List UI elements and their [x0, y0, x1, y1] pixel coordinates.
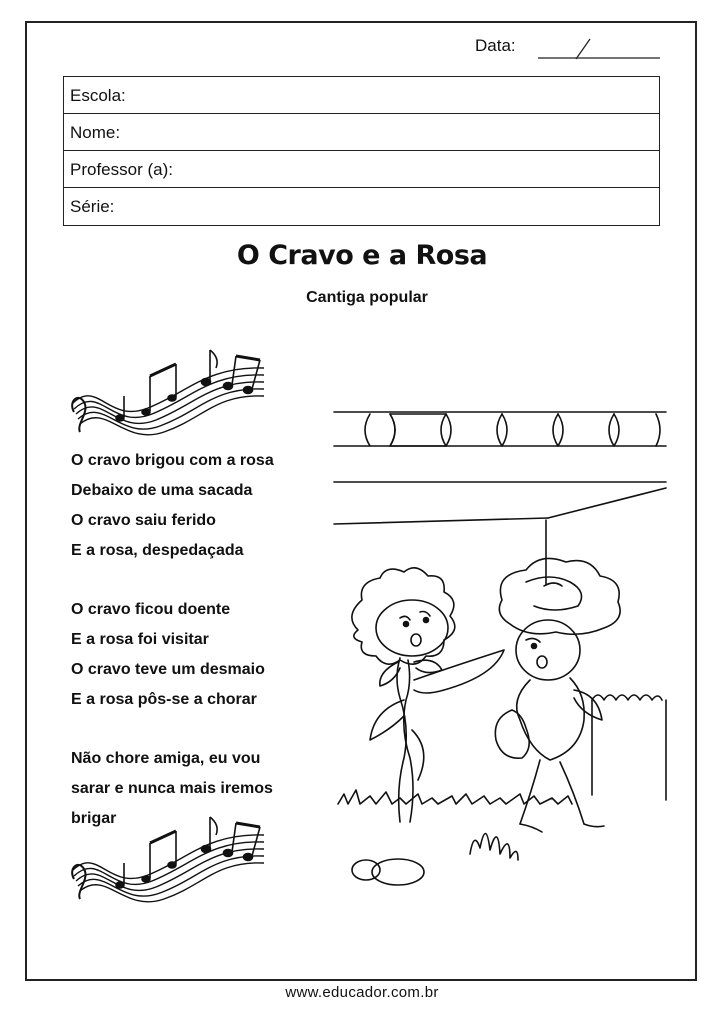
lyric-line: O cravo brigou com a rosa	[71, 452, 274, 469]
grade-field[interactable]	[64, 188, 659, 225]
student-info-table	[63, 76, 660, 226]
stanza	[71, 446, 326, 566]
lyric-line: sarar e nunca mais iremos	[71, 780, 273, 797]
lyric-line: E a rosa, despedaçada	[71, 542, 244, 559]
date-label: Data:	[475, 36, 516, 55]
page-subtitle: Cantiga popular	[306, 289, 428, 306]
lyric-line: O cravo ficou doente	[71, 601, 231, 618]
teacher-field[interactable]	[64, 151, 659, 188]
lyric-line: O cravo teve um desmaio	[71, 661, 265, 678]
name-field[interactable]	[64, 114, 659, 151]
lyric-line: E a rosa pôs-se a chorar	[71, 691, 257, 708]
music-notes-icon	[68, 812, 268, 906]
teacher-label: Professor (a):	[70, 160, 173, 179]
footer-url: www.educador.com.br	[285, 984, 439, 1001]
school-label: Escola:	[70, 86, 126, 105]
school-field[interactable]	[64, 77, 659, 114]
music-notes-icon	[68, 346, 268, 438]
lyric-line: Debaixo de uma sacada	[71, 482, 253, 499]
carnation-and-rose-drawing	[330, 400, 670, 890]
grade-label: Série:	[70, 197, 115, 216]
date-field[interactable]	[538, 38, 660, 60]
lyric-line: O cravo saiu ferido	[71, 512, 216, 529]
lyrics	[71, 446, 326, 863]
name-label: Nome:	[70, 123, 121, 142]
lyric-line: E a rosa foi visitar	[71, 631, 209, 648]
lyric-line: Não chore amiga, eu vou	[71, 750, 261, 767]
stanza	[71, 595, 326, 715]
page-title: O Cravo e a Rosa	[236, 240, 488, 271]
lyric-line: brigar	[71, 810, 117, 827]
